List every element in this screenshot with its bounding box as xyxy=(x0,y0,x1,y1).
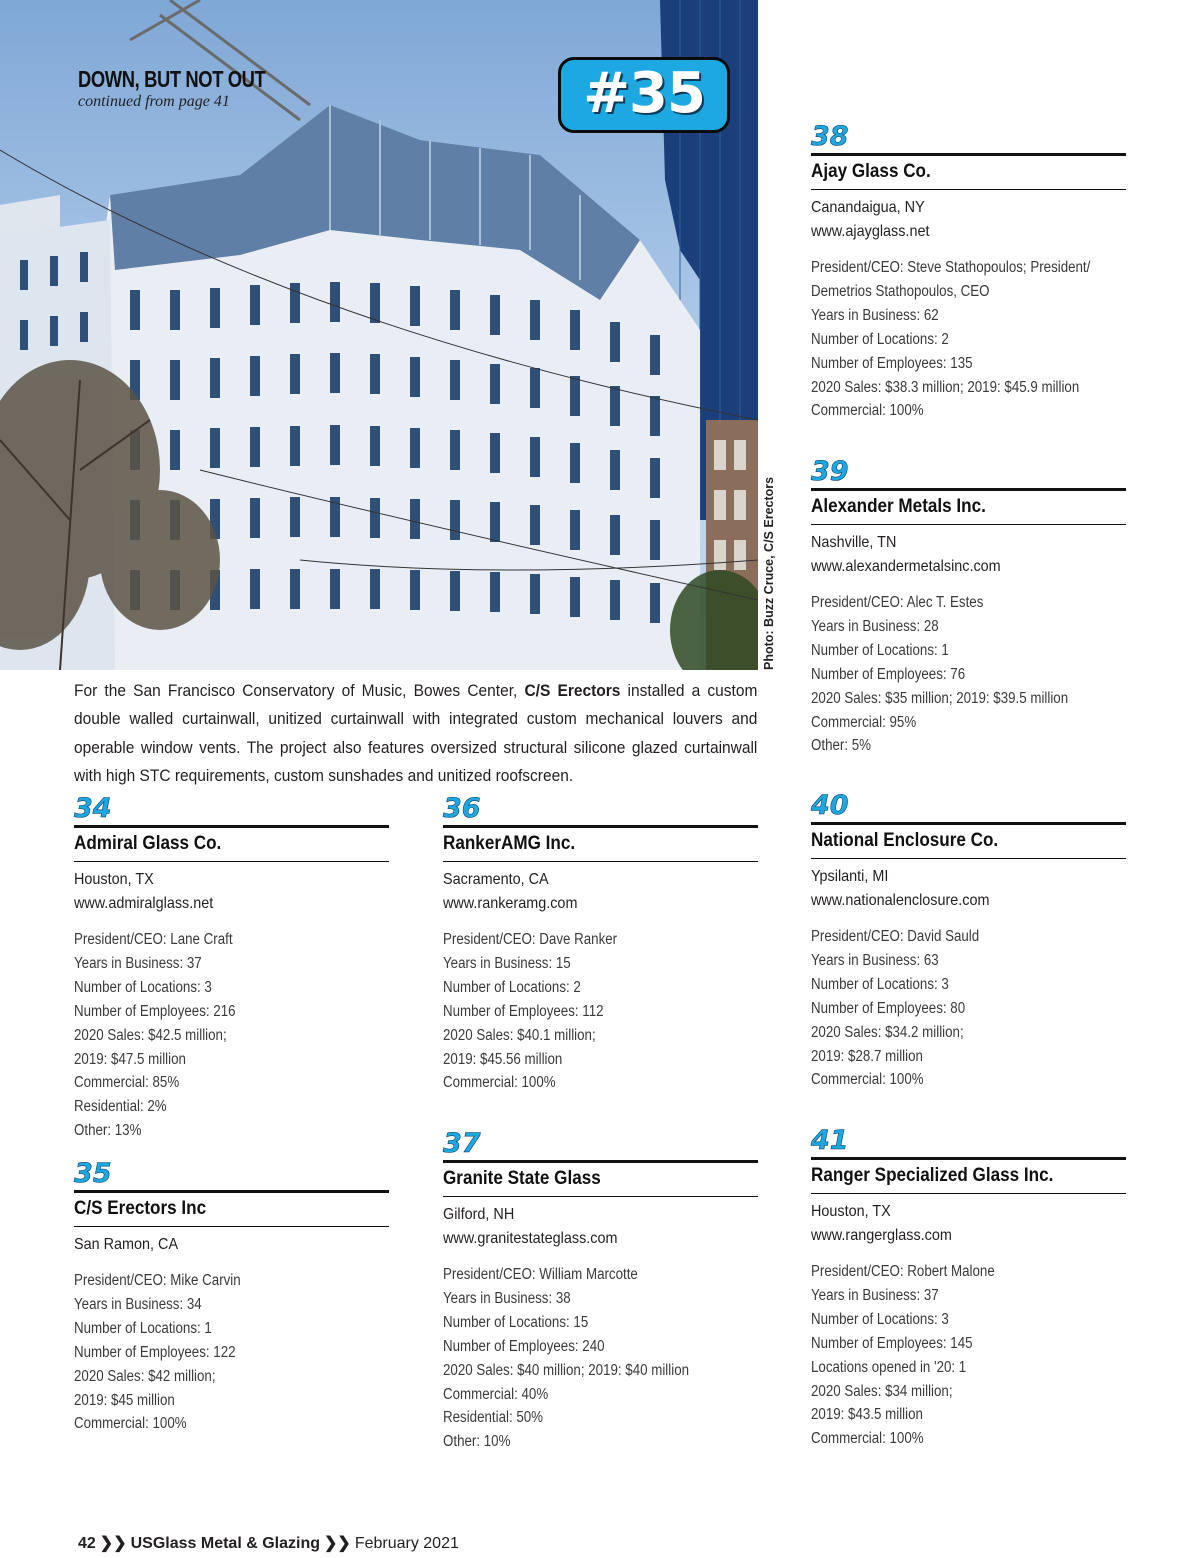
company-details xyxy=(811,1260,1126,1451)
detail-line: Commercial: 100% xyxy=(811,1430,924,1448)
company-name: Alexander Metals Inc. xyxy=(811,496,986,517)
rank-number: 34 xyxy=(74,793,112,824)
rank-number: 40 xyxy=(811,790,849,821)
company-entry-41 xyxy=(811,1127,1126,1451)
company-name-bar xyxy=(811,822,1126,859)
detail-line: 2019: $47.5 million xyxy=(74,1050,186,1068)
company-details xyxy=(811,925,1126,1092)
company-name-bar xyxy=(443,1160,758,1197)
detail-line: Years in Business: 63 xyxy=(811,951,939,969)
company-location: Houston, TX xyxy=(811,1203,891,1220)
continued-note: continued from page 41 xyxy=(78,93,230,110)
detail-line: 2020 Sales: $34.2 million; xyxy=(811,1023,964,1041)
company-website[interactable]: www.ajayglass.net xyxy=(811,223,930,240)
photo-credit: Photo: Buzz Cruce, C/S Erectors xyxy=(762,476,776,670)
detail-line: Number of Employees: 145 xyxy=(811,1334,973,1352)
detail-line: Number of Employees: 80 xyxy=(811,999,966,1017)
detail-line: Commercial: 40% xyxy=(443,1385,549,1403)
detail-line: President/CEO: David Sauld xyxy=(811,928,980,945)
detail-line: Other: 5% xyxy=(811,737,872,755)
company-website[interactable]: www.granitestateglass.com xyxy=(443,1230,618,1247)
detail-line: 2019: $43.5 million xyxy=(811,1406,923,1424)
detail-line: Number of Employees: 122 xyxy=(74,1343,236,1361)
company-name-bar xyxy=(811,153,1126,190)
detail-line: President/CEO: William Marcotte xyxy=(443,1266,638,1283)
rank-badge: #35 xyxy=(558,57,730,133)
detail-line: Commercial: 85% xyxy=(74,1074,180,1092)
detail-line: Number of Employees: 135 xyxy=(811,354,973,372)
caption-text-before: For the San Francisco Conservatory of Music, Bowes Center, xyxy=(74,682,525,700)
company-website[interactable]: www.nationalenclosure.com xyxy=(811,892,990,909)
company-website[interactable]: www.rangerglass.com xyxy=(811,1227,952,1244)
company-location: San Ramon, CA xyxy=(74,1236,179,1253)
detail-line: Years in Business: 34 xyxy=(74,1295,202,1313)
detail-line: Years in Business: 28 xyxy=(811,617,939,635)
company-details xyxy=(443,1263,758,1454)
detail-line: Residential: 2% xyxy=(74,1098,167,1116)
detail-line: Number of Employees: 240 xyxy=(443,1337,605,1355)
company-details xyxy=(811,256,1126,423)
detail-line: 2020 Sales: $35 million; 2019: $39.5 million xyxy=(811,689,1069,707)
company-name: RankerAMG Inc. xyxy=(443,833,576,854)
photo-caption xyxy=(74,677,757,790)
rank-number: 35 xyxy=(74,1158,112,1189)
company-name-bar xyxy=(74,1190,389,1227)
company-location: Houston, TX xyxy=(74,871,154,888)
company-location: Sacramento, CA xyxy=(443,871,549,888)
rank-number: 41 xyxy=(811,1125,849,1156)
page-number: 42 xyxy=(78,1535,96,1552)
detail-line: President/CEO: Lane Craft xyxy=(74,931,233,948)
detail-line: President/CEO: Robert Malone xyxy=(811,1263,995,1280)
issue-date: February 2021 xyxy=(354,1535,459,1552)
company-location: Nashville, TN xyxy=(811,534,897,551)
detail-line: 2020 Sales: $34 million; xyxy=(811,1382,953,1400)
building-photo xyxy=(0,0,758,670)
detail-line: 2020 Sales: $42.5 million; xyxy=(74,1026,227,1044)
detail-line: President/CEO: Steve Stathopoulos; President/ xyxy=(811,259,1091,276)
caption-company: C/S Erectors xyxy=(524,682,621,700)
detail-line: Number of Employees: 216 xyxy=(74,1002,236,1020)
company-entry-36 xyxy=(443,795,758,1095)
detail-line: Number of Locations: 2 xyxy=(443,978,581,996)
caption-text-after: installed a custom double walled curtainwall, unitized curtainwall with integrated custom mechanical louvers and operable window vents. The project also features oversized structural silicone glazed curtainwall with high STC requirements, custom sunshades and unitized roofscreen. xyxy=(74,682,758,785)
rank-number: 37 xyxy=(443,1128,481,1159)
company-entry-40 xyxy=(811,792,1126,1092)
company-entry-39 xyxy=(811,458,1126,758)
detail-line: Number of Locations: 3 xyxy=(811,975,949,993)
detail-line: Number of Locations: 2 xyxy=(811,330,949,348)
detail-line: Number of Locations: 15 xyxy=(443,1313,589,1331)
company-name: National Enclosure Co. xyxy=(811,830,999,851)
detail-line: Commercial: 100% xyxy=(811,402,924,420)
detail-line: Number of Locations: 1 xyxy=(74,1319,212,1337)
company-name-bar xyxy=(811,488,1126,525)
detail-line: Number of Employees: 76 xyxy=(811,665,966,683)
detail-line: Number of Locations: 3 xyxy=(811,1310,949,1328)
detail-line: 2019: $45 million xyxy=(74,1391,175,1409)
footer-separator-2: ❯❯ xyxy=(324,1535,351,1552)
rank-number: 38 xyxy=(811,121,849,152)
company-entry-34 xyxy=(74,795,389,1143)
company-entry-35 xyxy=(74,1160,389,1436)
page-footer xyxy=(78,1533,459,1553)
rank-number: 36 xyxy=(443,793,481,824)
company-details xyxy=(443,928,758,1095)
detail-line: Commercial: 100% xyxy=(74,1415,187,1433)
company-details xyxy=(74,1269,389,1436)
company-location: Gilford, NH xyxy=(443,1206,515,1223)
company-details xyxy=(74,928,389,1143)
company-name: Admiral Glass Co. xyxy=(74,833,222,854)
company-details xyxy=(811,591,1126,758)
detail-line: Commercial: 100% xyxy=(811,1071,924,1089)
company-entry-37 xyxy=(443,1130,758,1454)
detail-line: Other: 10% xyxy=(443,1433,511,1451)
detail-line: 2020 Sales: $40.1 million; xyxy=(443,1026,596,1044)
detail-line: President/CEO: Alec T. Estes xyxy=(811,594,984,611)
detail-line: President/CEO: Mike Carvin xyxy=(74,1272,241,1289)
rank-number: 39 xyxy=(811,456,849,487)
company-name: Ajay Glass Co. xyxy=(811,161,931,182)
detail-line: Number of Locations: 1 xyxy=(811,641,949,659)
company-location: Canandaigua, NY xyxy=(811,199,925,216)
detail-line: 2020 Sales: $40 million; 2019: $40 million xyxy=(443,1361,690,1379)
footer-separator: ❯❯ xyxy=(99,1535,127,1552)
company-name-bar xyxy=(443,825,758,862)
detail-line: 2020 Sales: $38.3 million; 2019: $45.9 million xyxy=(811,378,1080,396)
detail-line: Commercial: 95% xyxy=(811,713,917,731)
company-name: Granite State Glass xyxy=(443,1168,601,1189)
section-title: DOWN, BUT NOT OUT xyxy=(78,66,266,92)
company-website[interactable]: www.rankeramg.com xyxy=(443,895,578,912)
detail-line: Years in Business: 62 xyxy=(811,306,939,324)
detail-line: Number of Locations: 3 xyxy=(74,978,212,996)
company-name-bar xyxy=(74,825,389,862)
detail-line: Number of Employees: 112 xyxy=(443,1002,604,1020)
detail-line: Residential: 50% xyxy=(443,1409,544,1427)
detail-line: Locations opened in '20: 1 xyxy=(811,1358,967,1376)
company-name: Ranger Specialized Glass Inc. xyxy=(811,1165,1054,1186)
detail-line: Other: 13% xyxy=(74,1122,142,1140)
magazine-name: USGlass Metal & Glazing xyxy=(130,1535,320,1552)
company-location: Ypsilanti, MI xyxy=(811,868,889,885)
detail-line: 2020 Sales: $42 million; xyxy=(74,1367,216,1385)
detail-line: 2019: $28.7 million xyxy=(811,1047,923,1065)
company-name: C/S Erectors Inc xyxy=(74,1198,207,1219)
detail-line: Commercial: 100% xyxy=(443,1074,556,1092)
detail-line: Years in Business: 37 xyxy=(811,1286,939,1304)
detail-line: Years in Business: 38 xyxy=(443,1289,571,1307)
detail-line: Years in Business: 15 xyxy=(443,954,571,972)
company-website[interactable]: www.alexandermetalsinc.com xyxy=(811,558,1001,575)
company-website[interactable]: www.admiralglass.net xyxy=(74,895,214,912)
detail-line: 2019: $45.56 million xyxy=(443,1050,563,1068)
section-header xyxy=(78,66,312,111)
company-entry-38 xyxy=(811,123,1126,423)
detail-line: Years in Business: 37 xyxy=(74,954,202,972)
detail-line: President/CEO: Dave Ranker xyxy=(443,931,618,948)
company-name-bar xyxy=(811,1157,1126,1194)
detail-line: Demetrios Stathopoulos, CEO xyxy=(811,282,990,300)
